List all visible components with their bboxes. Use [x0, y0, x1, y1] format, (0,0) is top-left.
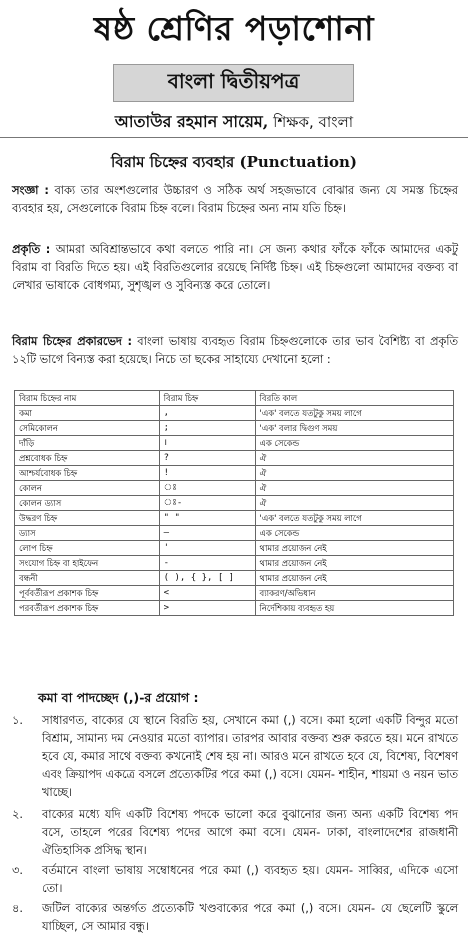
table-row: [15, 511, 454, 526]
nature-text: আমরা অবিশ্রান্তভাবে কথা বলতে পারি না। সে জন্য কথার ফাঁকে ফাঁকে আমাদের একটু বিরাম বা বিরতি দিতে হয়। এই বিরতিগুলোর রয়েছে নির্দিষ্ট চিহ্ন। এই চিহ্নগুলো আমাদের বক্তব্য বা লেখার ভাষাকে বোধগম্য, সুশৃঙ্খল ও সুবিন্যস্ত করে তোলে।: [12, 243, 458, 292]
mark-name: দাঁড়ি: [15, 436, 160, 451]
mark-pause: ব্যাকরণ/অভিধান: [255, 586, 453, 601]
mark-name: সেমিকোলন: [15, 421, 160, 436]
mark-symbol: " ": [159, 511, 255, 526]
mark-name: লোপ চিহ্ন: [15, 541, 160, 556]
mark-symbol: ': [159, 541, 255, 556]
types-text: বাংলা ভাষায় ব্যবহৃত বিরাম চিহ্নগুলোকে তার ভাব বৈশিষ্ট্য বা প্রকৃতি ১২টি ভাগে বিন্যস্ত করা হয়েছে। নিচে তা ছকের সাহায্যে দেখানো হলো :: [12, 335, 458, 366]
mark-name: ড্যাস: [15, 526, 160, 541]
mark-symbol: -: [159, 556, 255, 571]
punctuation-table: [14, 390, 454, 616]
mark-name: সংযোগ চিহ্ন বা হাইফেন: [15, 556, 160, 571]
subject-label: বাংলা দ্বিতীয়পত্র: [167, 68, 300, 93]
table-header-mark: বিরাম চিহ্ন: [159, 391, 255, 406]
list-item-text: জটিল বাক্যের অন্তর্গত প্রত্যেকটি খণ্ডবাক্যের পরে কমা (,) বসে। যেমন- যে ছেলেটি স্কুলে যাচ্ছিল, সে আমার বন্ধু।: [42, 902, 458, 933]
mark-symbol: <: [159, 586, 255, 601]
mark-pause: ঐ: [255, 451, 453, 466]
table-row: [15, 466, 454, 481]
table-row: [15, 601, 454, 616]
mark-symbol: ।: [159, 436, 255, 451]
list-item: [12, 806, 458, 860]
definition-paragraph: [12, 182, 458, 218]
nature-paragraph: [12, 241, 458, 295]
mark-pause: 'এক' বলতে যতটুকু সময় লাগে: [255, 406, 453, 421]
table-header-row: [15, 391, 454, 406]
mark-pause: 'এক' বলতে যতটুকু সময় লাগে: [255, 511, 453, 526]
mark-pause: থামার প্রয়োজন নেই: [255, 571, 453, 586]
comma-usage-title: কমা বা পাদচ্ছেদ (,)-র প্রয়োগ :: [38, 690, 199, 705]
author-role: শিক্ষক, বাংলা: [273, 113, 354, 131]
mark-name: আশ্চর্যবোধক চিহ্ন: [15, 466, 160, 481]
definition-text: বাক্য তার অংশগুলোর উচ্চারণ ও সঠিক অর্থ সহজভাবে বোঝার জন্য যে সমস্ত চিহ্নের ব্যবহার হয়, সেগুলোকে বিরাম চিহ্ন বলে। বিরাম চিহ্নের অন্য নাম যতি চিহ্ন।: [12, 184, 458, 215]
nature-label: প্রকৃতি :: [12, 243, 51, 256]
mark-symbol: ?: [159, 451, 255, 466]
mark-symbol: ঃ: [159, 481, 255, 496]
author-line: [0, 110, 468, 134]
page-title: ষষ্ঠ শ্রেণির পড়াশোনা: [93, 9, 375, 48]
mark-symbol: ( ), { }, [ ]: [159, 571, 255, 586]
mark-symbol: >: [159, 601, 255, 616]
types-paragraph: [12, 333, 458, 369]
mark-symbol: ;: [159, 421, 255, 436]
list-item-number: ১.: [12, 714, 23, 727]
table-row: [15, 436, 454, 451]
list-item: [12, 712, 458, 802]
mark-pause: ঐ: [255, 481, 453, 496]
table-row: [15, 421, 454, 436]
table-row: [15, 451, 454, 466]
mark-name: কোলন: [15, 481, 160, 496]
mark-pause: ঐ: [255, 496, 453, 511]
mark-pause: থামার প্রয়োজন নেই: [255, 556, 453, 571]
mark-name: উদ্ধরণ চিহ্ন: [15, 511, 160, 526]
section-title: বিরাম চিহ্নের ব্যবহার (Punctuation): [110, 153, 358, 171]
mark-pause: 'এক' বলার দ্বিগুণ সময়: [255, 421, 453, 436]
mark-pause: থামার প্রয়োজন নেই: [255, 541, 453, 556]
mark-symbol: ,: [159, 406, 255, 421]
definition-label: সংজ্ঞা :: [12, 184, 49, 197]
table-header-name: বিরাম চিহ্নের নাম: [15, 391, 160, 406]
mark-symbol: ঃ-: [159, 496, 255, 511]
mark-name: প্রশ্নবোধক চিহ্ন: [15, 451, 160, 466]
list-item: [12, 900, 458, 936]
table-row: [15, 571, 454, 586]
mark-symbol: !: [159, 466, 255, 481]
table-row: [15, 586, 454, 601]
mark-pause: ঐ: [255, 466, 453, 481]
list-item-text: বর্তমানে বাংলা ভাষায় সম্বোধনের পরে কমা (,) ব্যবহৃত হয়। যেমন- সাব্বির, এদিকে এসো তো।: [42, 864, 458, 895]
table-row: [15, 406, 454, 421]
author-name: আতাউর রহমান সায়েম,: [114, 112, 269, 131]
list-item: [12, 862, 458, 898]
mark-name: পরবর্তীরূপ প্রকাশক চিহ্ন: [15, 601, 160, 616]
table-row: [15, 526, 454, 541]
list-item-text: সাধারণত, বাক্যের যে স্থানে বিরতি হয়, সেখানে কমা (,) বসে। কমা হলো একটি বিন্দুর মতো বিশ্রাম, সামান্য দম নেওয়ার মতো ব্যাপার। তারপর আবার বক্তব্য শুরু করতে হয়। মনে রাখতে হবে যে, কমার সাথে বক্তব্য কখনোই শেষ হয় না। আরও মনে রাখতে হবে যে, বিশেষ্য, বিশেষণ এবং ক্রিয়াপদ একত্রে বসলে প্রত্যেকটির পরে কমা (,) বসে। যেমন- শাহীন, শায়মা ও নয়ন ভাত খাচ্ছে।: [42, 714, 458, 799]
mark-pause: এক সেকেন্ড: [255, 526, 453, 541]
mark-pause: এক সেকেন্ড: [255, 436, 453, 451]
list-item-number: ৩.: [12, 864, 23, 877]
table-row: [15, 496, 454, 511]
list-item-text: বাক্যের মধ্যে যদি একটি বিশেষ্য পদকে ভালো করে বুঝানোর জন্য অন্য একটি বিশেষ্য পদ বসে, তাহলে পরের বিশেষ্য পদের আগে কমা বসে। যেমন- ঢাকা, বাংলাদেশের রাজধানী ঐতিহাসিক প্রসিদ্ধ স্থান।: [42, 808, 458, 857]
mark-pause: নির্দেশিকায় ব্যবহৃত হয়: [255, 601, 453, 616]
table-row: [15, 541, 454, 556]
mark-name: কোলন ড্যাস: [15, 496, 160, 511]
table-header-pause: বিরতি কাল: [255, 391, 453, 406]
table-row: [15, 481, 454, 496]
table-row: [15, 556, 454, 571]
types-label: বিরাম চিহ্নের প্রকারভেদ :: [12, 335, 132, 348]
divider: [0, 137, 468, 138]
mark-name: বন্ধনী: [15, 571, 160, 586]
list-item-number: ৪.: [12, 902, 23, 915]
list-item-number: ২.: [12, 808, 23, 821]
mark-name: পূর্ববর্তীরূপ প্রকাশক চিহ্ন: [15, 586, 160, 601]
subject-banner: [113, 64, 354, 102]
mark-name: কমা: [15, 406, 160, 421]
mark-symbol: —: [159, 526, 255, 541]
